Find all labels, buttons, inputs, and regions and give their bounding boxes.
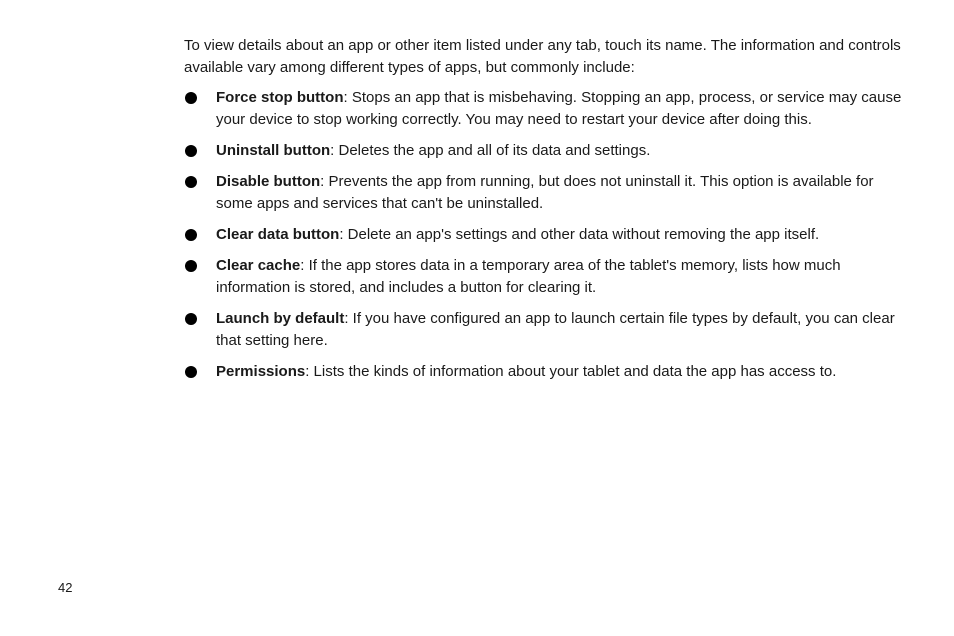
item-term: Force stop button — [216, 89, 344, 106]
item-term: Clear data button — [216, 226, 340, 243]
bullet-icon — [185, 145, 197, 157]
bullet-icon — [185, 366, 197, 378]
item-description: : Delete an app's settings and other data without removing the app itself. — [339, 226, 820, 243]
item-description: : If the app stores data in a temporary area of the tablet's memory, lists how much information is stored, and includes a button for clearing it. — [216, 257, 841, 296]
item-description: : Lists the kinds of information about your tablet and data the app has access to. — [305, 363, 837, 380]
item-description: : Prevents the app from running, but does not uninstall it. This option is available for some apps and services that can't be uninstalled. — [216, 173, 874, 212]
intro-paragraph: To view details about an app or other item listed under any tab, touch its name. The information and controls available vary among different types of apps, but commonly include: — [184, 37, 901, 76]
item-description: : Stops an app that is misbehaving. Stopping an app, process, or service may cause your device to stop working correctly. You may need to restart your device after doing this. — [216, 89, 902, 128]
bullet-icon — [185, 176, 197, 188]
bullet-icon — [185, 92, 197, 104]
page-content — [184, 35, 914, 392]
list-item-clear-cache — [184, 255, 914, 299]
list-item-disable — [184, 171, 914, 215]
item-term: Uninstall button — [216, 142, 331, 159]
item-term: Permissions — [216, 363, 306, 380]
bullet-icon — [185, 260, 197, 272]
item-description: : If you have configured an app to launch certain file types by default, you can clear that setting here. — [216, 310, 895, 349]
list-item-clear-data — [184, 224, 914, 246]
item-term: Disable button — [216, 173, 321, 190]
app-details-list — [184, 87, 914, 383]
list-item-uninstall — [184, 140, 914, 162]
list-item-launch-by-default — [184, 308, 914, 352]
list-item-permissions — [184, 361, 914, 383]
bullet-icon — [185, 229, 197, 241]
page-number: 42 — [58, 580, 73, 595]
item-term: Clear cache — [216, 257, 301, 274]
bullet-icon — [185, 313, 197, 325]
item-term: Launch by default — [216, 310, 345, 327]
list-item-force-stop — [184, 87, 914, 131]
item-description: : Deletes the app and all of its data and settings. — [330, 142, 651, 159]
